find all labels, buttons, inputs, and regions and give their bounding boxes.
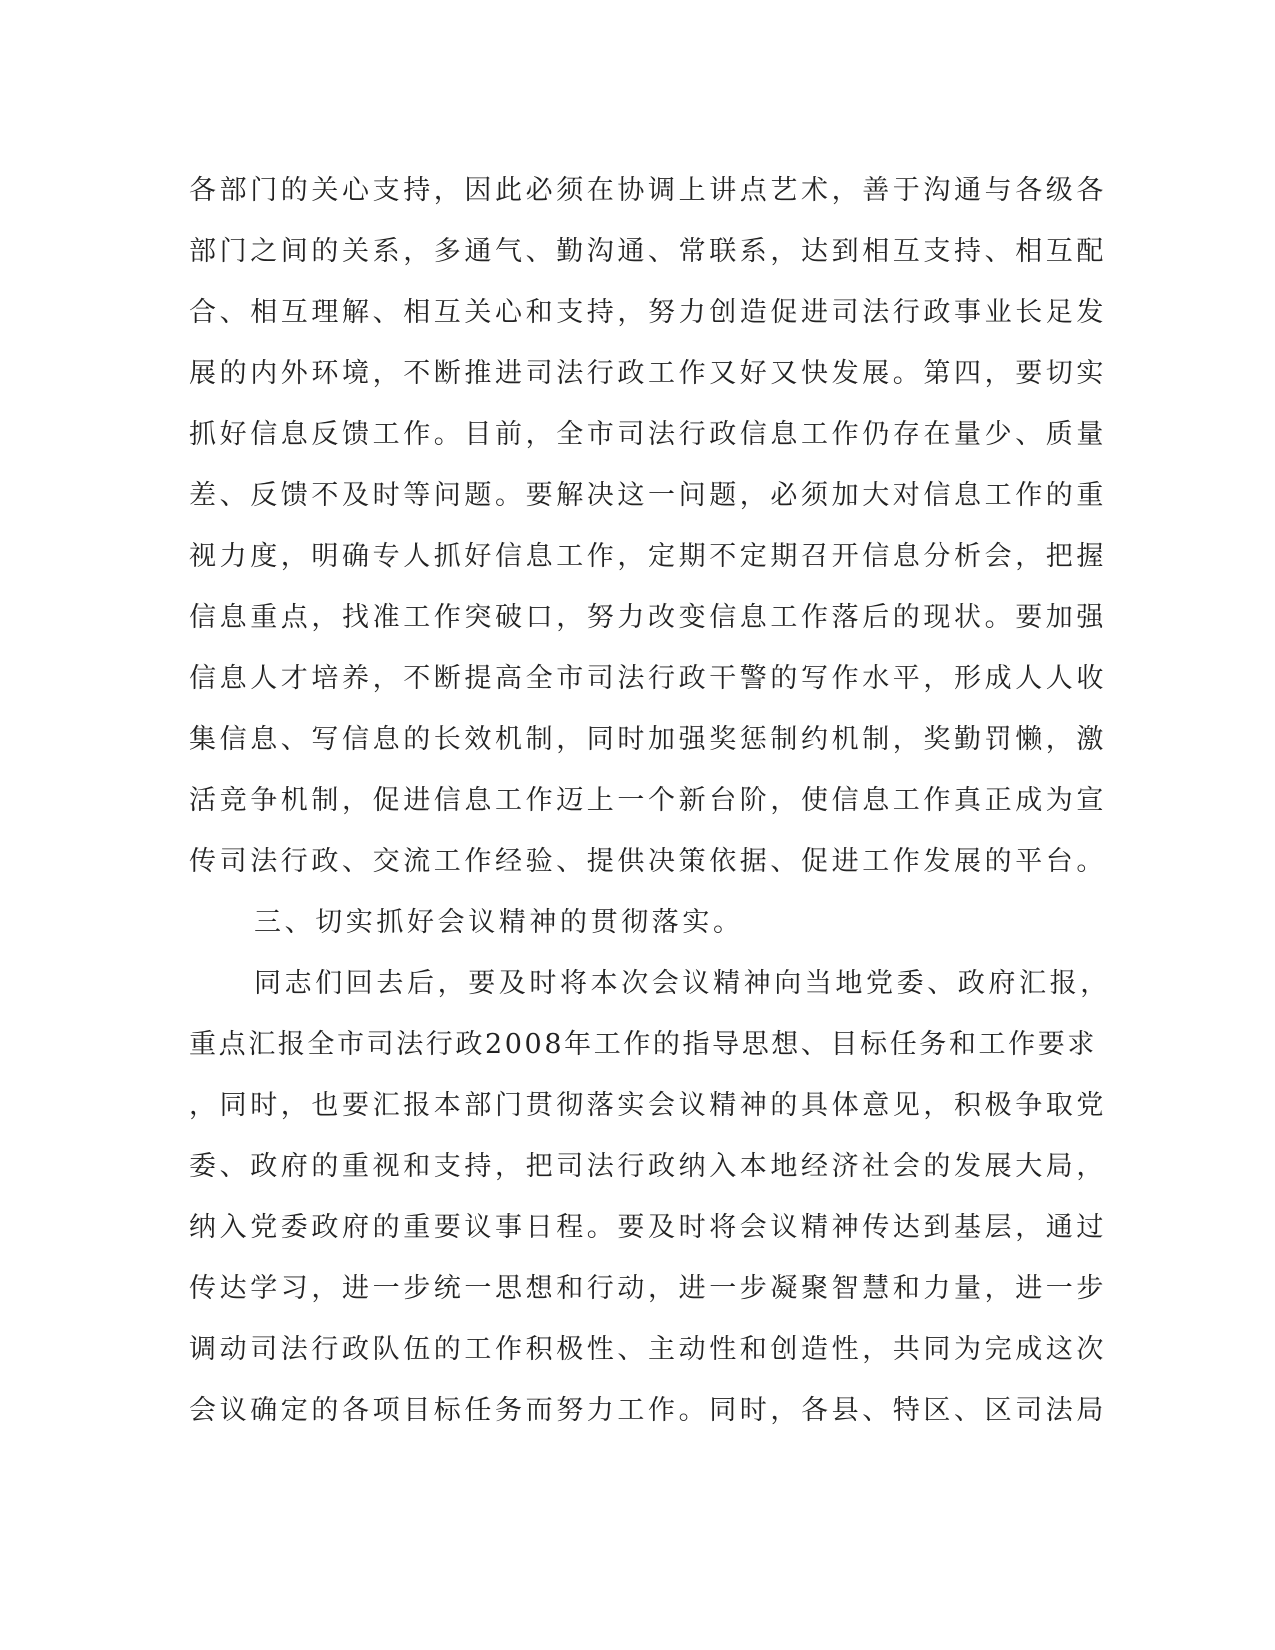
text-line: ，同时，也要汇报本部门贯彻落实会议精神的具体意见，积极争取党 [189, 1090, 1107, 1121]
text-line: 抓好信息反馈工作。目前，全市司法行政信息工作仍存在量少、质量 [189, 419, 1107, 450]
text-line: 重点汇报全市司法行政2008年工作的指导思想、目标任务和工作要求 [189, 1029, 1097, 1060]
text-line: 活竞争机制，促进信息工作迈上一个新台阶，使信息工作真正成为宣 [189, 785, 1107, 816]
text-line: 各部门的关心支持，因此必须在协调上讲点艺术，善于沟通与各级各 [189, 175, 1107, 206]
text-line: 视力度，明确专人抓好信息工作，定期不定期召开信息分析会，把握 [189, 541, 1107, 572]
body-text [189, 160, 1111, 1441]
text-line: 信息人才培养，不断提高全市司法行政干警的写作水平，形成人人收 [189, 663, 1107, 694]
paragraph-first-line: 同志们回去后，要及时将本次会议精神向当地党委、政府汇报， [254, 968, 1111, 999]
text-line: 调动司法行政队伍的工作积极性、主动性和创造性，共同为完成这次 [189, 1334, 1107, 1365]
text-line: 纳入党委政府的重要议事日程。要及时将会议精神传达到基层，通过 [189, 1212, 1107, 1243]
section-heading: 三、切实抓好会议精神的贯彻落实。 [254, 907, 744, 938]
text-line: 传达学习，进一步统一思想和行动，进一步凝聚智慧和力量，进一步 [189, 1273, 1107, 1304]
text-line: 部门之间的关系，多通气、勤沟通、常联系，达到相互支持、相互配 [189, 236, 1107, 267]
text-line: 差、反馈不及时等问题。要解决这一问题，必须加大对信息工作的重 [189, 480, 1107, 511]
text-line: 传司法行政、交流工作经验、提供决策依据、促进工作发展的平台。 [189, 846, 1107, 877]
text-line: 会议确定的各项目标任务而努力工作。同时，各县、特区、区司法局 [189, 1395, 1107, 1426]
text-line: 集信息、写信息的长效机制，同时加强奖惩制约机制，奖勤罚懒，激 [189, 724, 1107, 755]
text-line: 信息重点，找准工作突破口，努力改变信息工作落后的现状。要加强 [189, 602, 1107, 633]
text-line: 合、相互理解、相互关心和支持，努力创造促进司法行政事业长足发 [189, 297, 1107, 328]
text-line: 委、政府的重视和支持，把司法行政纳入本地经济社会的发展大局， [189, 1151, 1107, 1182]
text-line: 展的内外环境，不断推进司法行政工作又好又快发展。第四，要切实 [189, 358, 1107, 389]
